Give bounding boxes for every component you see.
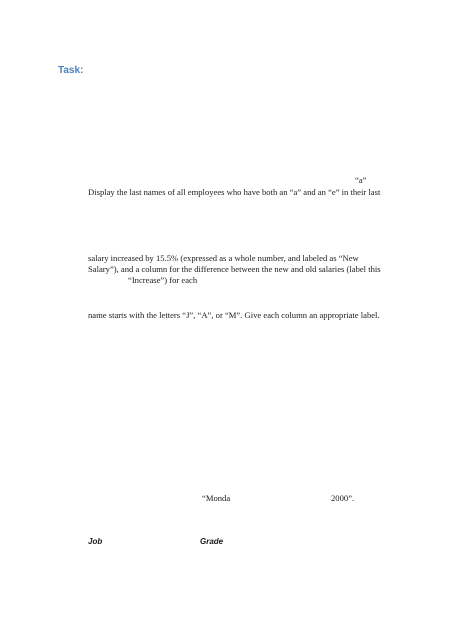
label-job: Job — [88, 537, 103, 546]
task-heading: Task: — [58, 65, 84, 76]
fragment-monda: “Monda — [202, 493, 231, 503]
fragment-year: 2000”. — [331, 493, 355, 503]
floating-quote-a: “a” — [355, 175, 367, 185]
instruction-line-3: name starts with the letters “J”, “A”, or “M”. Give each column an appropriate label. — [88, 310, 380, 320]
instruction-para-2-line-2: Salary”), and a column for the difference between the new and old salaries (label this — [88, 264, 381, 274]
instruction-line-1: Display the last names of all employees who have both an “a” and an “e” in their last — [88, 187, 381, 197]
instruction-para-2-line-3: “Increase”) for each — [128, 275, 198, 285]
instruction-para-2-line-1: salary increased by 15.5% (expressed as a whole number, and labeled as “New — [88, 253, 359, 263]
label-grade: Grade — [200, 537, 224, 546]
